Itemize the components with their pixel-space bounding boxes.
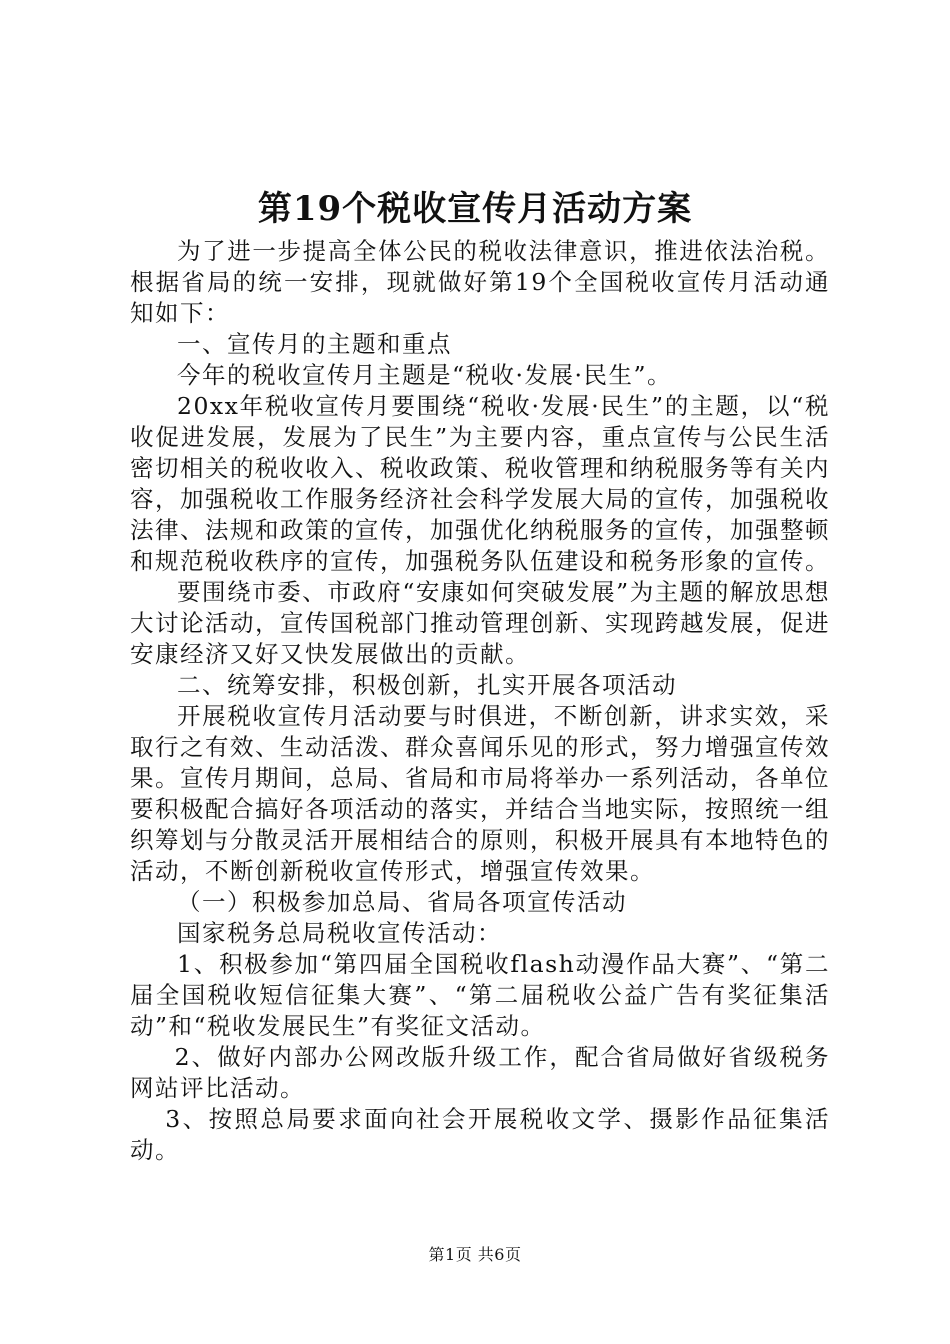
- paragraph-intro: 为了进一步提高全体公民的税收法律意识，推进依法治税。根据省局的统一安排，现就做好第19个全国税收宣传月活动通知如下：: [130, 237, 830, 327]
- heading-section-1: 一、宣传月的主题和重点: [177, 330, 452, 358]
- page-footer: 第1页 共6页: [428, 1245, 522, 1264]
- page-title: 第19个税收宣传月活动方案: [257, 189, 693, 229]
- paragraph-focus: 20xx年税收宣传月要围绕“税收·发展·民生”的主题，以“税收促进发展，发展为了民生”为主要内容，重点宣传与公民生活密切相关的税收收入、税收政策、税收管理和纳税服务等有关内容，加强税收工作服务经济社会科学发展大局的宣传，加强税收法律、法规和政策的宣传，加强优化纳税服务的宣传，加强整顿和规范税收秩序的宣传，加强税务队伍建设和税务形象的宣传。: [130, 392, 830, 575]
- list-item-1: 1、积极参加“第四届全国税收flash动漫作品大赛”、“第二届全国税收短信征集大赛”、“第二届税收公益广告有奖征集活动”和“税收发展民生”有奖征文活动。: [130, 950, 830, 1040]
- list-item-2: 2、做好内部办公网改版升级工作，配合省局做好省级税务网站评比活动。: [130, 1043, 830, 1102]
- heading-section-2: 二、统筹安排，积极创新，扎实开展各项活动: [177, 671, 677, 699]
- paragraph-national-activities: 国家税务总局税收宣传活动：: [177, 919, 502, 947]
- paragraph-activities: 开展税收宣传月活动要与时俱进，不断创新，讲求实效，采取行之有效、生动活泼、群众喜闻乐见的形式，努力增强宣传效果。宣传月期间，总局、省局和市局将举办一系列活动，各单位要积极配合搞好各项活动的落实，并结合当地实际，按照统一组织筹划与分散灵活开展相结合的原则，积极开展具有本地特色的活动，不断创新税收宣传形式，增强宣传效果。: [130, 702, 830, 885]
- paragraph-theme: 今年的税收宣传月主题是“税收·发展·民生”。: [177, 361, 672, 389]
- document-body: [130, 236, 830, 1166]
- paragraph-campaign: 要围绕市委、市政府“安康如何突破发展”为主题的解放思想大讨论活动，宣传国税部门推动管理创新、实现跨越发展，促进安康经济又好又快发展做出的贡献。: [130, 578, 830, 668]
- heading-subsection-1: （一）积极参加总局、省局各项宣传活动: [177, 888, 627, 916]
- list-item-3: 3、按照总局要求面向社会开展税收文学、摄影作品征集活动。: [130, 1105, 830, 1164]
